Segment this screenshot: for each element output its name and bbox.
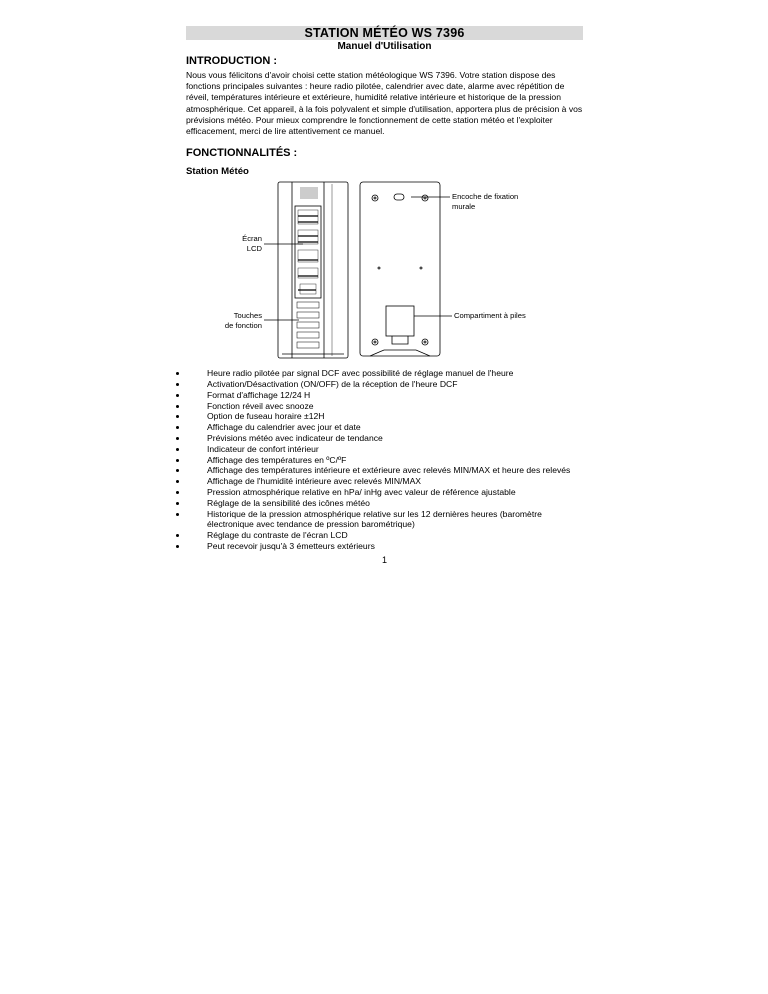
list-item: Affichage de l'humidité intérieure avec relevés MIN/MAX <box>186 476 583 487</box>
callout-function-buttons <box>202 311 262 330</box>
list-item: Réglage de la sensibilité des icônes météo <box>186 498 583 509</box>
list-item: Prévisions météo avec indicateur de tendance <box>186 433 583 444</box>
list-item: Affichage des températures intérieure et extérieure avec relevés MIN/MAX et heure des relevés <box>186 465 583 476</box>
callout-function-buttons-text: Touches de fonction <box>224 311 262 330</box>
list-item: Affichage du calendrier avec jour et date <box>186 422 583 433</box>
list-item: Affichage des températures en ºC/ºF <box>186 455 583 466</box>
list-item: Historique de la pression atmosphérique relative sur les 12 dernières heures (baromètre électronique avec tendance de pression barométrique) <box>186 509 583 531</box>
back-view <box>360 182 440 356</box>
callout-wall-notch-text: Encoche de fixation murale <box>452 192 519 211</box>
list-item: Peut recevoir jusqu'à 3 émetteurs extérieurs <box>186 541 583 552</box>
weather-station-figure <box>186 180 583 362</box>
weather-station-subheading: Station Météo <box>186 166 249 178</box>
callout-wall-notch <box>452 192 552 211</box>
callout-lcd-screen <box>224 234 262 253</box>
introduction-heading: INTRODUCTION : <box>186 55 278 67</box>
list-item: Pression atmosphérique relative en hPa/ inHg avec valeur de référence ajustable <box>186 487 583 498</box>
document-subtitle: Manuel d'Utilisation <box>337 41 432 52</box>
list-item: Indicateur de confort intérieur <box>186 444 583 455</box>
manual-page <box>186 26 583 565</box>
list-item: Activation/Désactivation (ON/OFF) de la réception de l'heure DCF <box>186 379 583 390</box>
front-view <box>278 182 348 358</box>
features-heading: FONCTIONNALITÉS : <box>186 147 298 160</box>
page-number: 1 <box>381 554 387 565</box>
callout-battery-compartment <box>454 311 564 321</box>
introduction-text: Nous vous félicitons d'avoir choisi cette station météologique WS 7396. Votre station dispose des fonctions principales suivantes : heure radio pilotée, calendrier avec date, alarme avec répétition de réveil, températures intérieure et extérieure, humidité relative intérieure et historique de la pression atmosphérique. Cet appareil, à la fois polyvalent et simple d'utilisation, apportera plus de précision à vos prévisions météo. Pour mieux comprendre le fonctionnement de cette station météo et l'exploiter efficacement, merci de lire attentivement ce manuel. <box>186 70 583 137</box>
list-item: Heure radio pilotée par signal DCF avec possibilité de réglage manuel de l'heure <box>186 368 583 379</box>
list-item: Fonction réveil avec snooze <box>186 401 583 412</box>
list-item: Option de fuseau horaire ±12H <box>186 411 583 422</box>
list-item: Réglage du contraste de l'écran LCD <box>186 530 583 541</box>
document-title: STATION MÉTÉO WS 7396 <box>186 26 583 40</box>
callout-battery-compartment-text: Compartiment à piles <box>454 311 526 321</box>
list-item: Format d'affichage 12/24 H <box>186 390 583 401</box>
features-list <box>186 368 583 552</box>
callout-lcd-screen-text: Écran LCD <box>242 234 262 253</box>
